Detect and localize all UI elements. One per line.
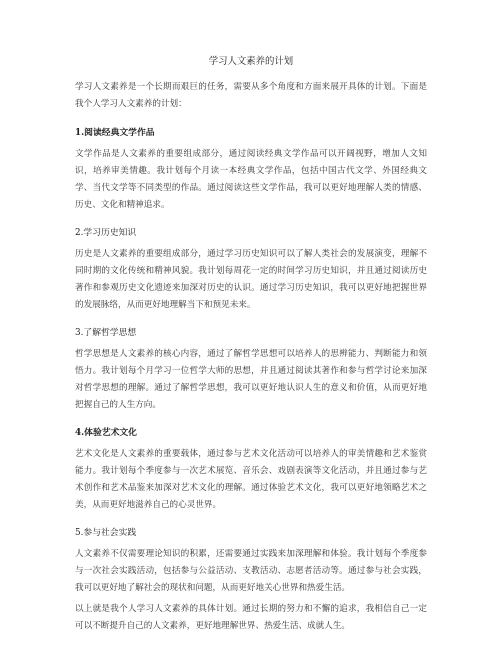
intro-paragraph: 学习人文素养是一个长期而艰巨的任务，需要从多个角度和方面来展开具体的计划。下面是我个人学习人文素养的计划： (75, 82, 427, 109)
section-3 (75, 325, 427, 414)
section-heading: 4.体验艺术文化 (75, 428, 137, 438)
section-heading: 1.阅读经典文学作品 (75, 128, 155, 138)
section-body: 哲学思想是人文素养的核心内容，通过了解哲学思想可以培养人的思辨能力、判断能力和领悟力。我计划每个月学习一位哲学大师的思想，并且通过阅读其著作和参与哲学讨论来加深对哲学思想的理解。通过了解哲学思想，我可以更好地认识人生的意义和价值，从而更好地把握自己的人生方向。 (75, 349, 427, 410)
section-heading: 5.参与社会实践 (75, 528, 137, 538)
section-heading: 3.了解哲学思想 (75, 328, 137, 338)
section-heading: 2.学习历史知识 (75, 228, 137, 238)
conclusion-paragraph: 以上就是我个人学习人文素养的具体计划。通过长期的努力和不懈的追求，我相信自己一定可以不断提升自己的人文素养，更好地理解世界、热爱生活、成就人生。 (75, 604, 427, 631)
section-body: 艺术文化是人文素养的重要载体，通过参与艺术文化活动可以培养人的审美情趣和艺术鉴赏能力。我计划每个季度参与一次艺术展览、音乐会、戏剧表演等文化活动，并且通过参与艺术创作和艺术品鉴来加深对艺术文化的理解。通过体验艺术文化，我可以更好地领略艺术之美，从而更好地滋养自己的心灵世界。 (75, 449, 427, 510)
section-body: 人文素养不仅需要理论知识的积累，还需要通过实践来加深理解和体验。我计划每个季度参与一次社会实践活动，包括参与公益活动、支教活动、志愿者活动等。通过参与社会实践，我可以更好地了解社会的现状和问题，从而更好地关心世界和热爱生活。 (75, 549, 427, 593)
section-4 (75, 425, 427, 514)
section-2 (75, 225, 427, 314)
section-1 (75, 125, 427, 214)
section-body: 历史是人文素养的重要组成部分，通过学习历史知识可以了解人类社会的发展演变，理解不同时期的文化传统和精神风貌。我计划每周花一定的时间学习历史知识，并且通过阅读历史著作和参观历史文化遗迹来加深对历史的认识。通过学习历史知识，我可以更好地把握世界的发展脉络，从而更好地理解当下和预见未来。 (75, 249, 427, 310)
section-5 (75, 525, 427, 597)
section-body: 文学作品是人文素养的重要组成部分，通过阅读经典文学作品可以开阔视野，增加人文知识，培养审美情趣。我计划每个月读一本经典文学作品，包括中国古代文学、外国经典文学、当代文学等不同类型的作品。通过阅读这些文学作品，我可以更好地理解人类的情感、历史、文化和精神追求。 (75, 149, 427, 210)
document-title: 学习人文素养的计划 (208, 56, 294, 67)
